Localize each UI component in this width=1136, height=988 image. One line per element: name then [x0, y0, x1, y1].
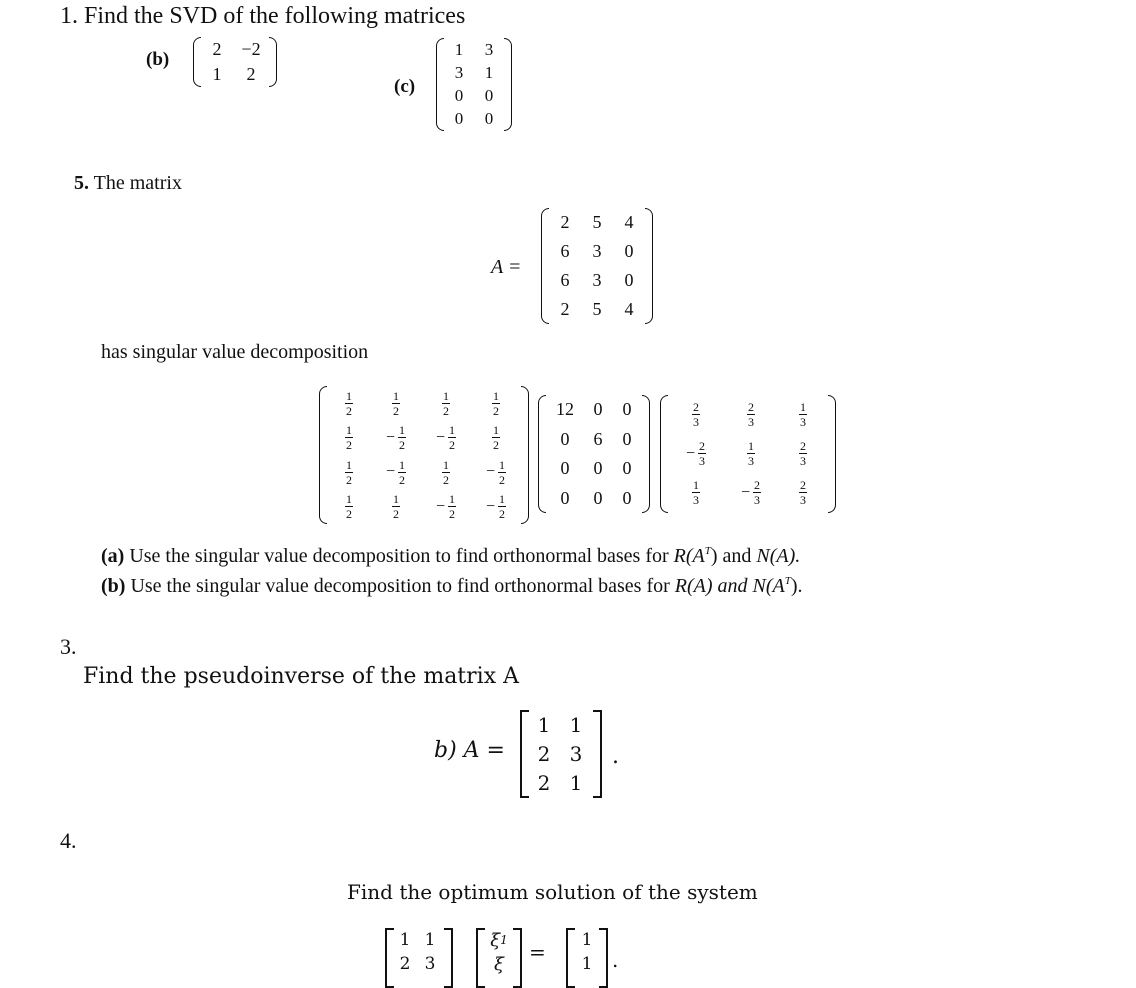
q1c-cell-3-1: 0 — [484, 108, 494, 128]
q5-part-b-range: R(A) and — [674, 575, 753, 597]
q5v-cell-2-2: $\frac{2}{3}$ — [800, 478, 806, 507]
q5s-cell-1-2: 0 — [622, 428, 632, 449]
q1c-cell-3-0: 0 — [454, 108, 464, 128]
q5a-cell-2-2: 0 — [624, 270, 634, 290]
q5-intro: The matrix — [93, 172, 182, 194]
q5v-cell-0-0: $\frac{2}{3}$ — [693, 400, 699, 429]
q3-cell-1-0: 2 — [537, 741, 551, 766]
q5-part-a-range: R(A — [673, 545, 705, 567]
q3-cell-0-0: 1 — [537, 712, 551, 737]
q4-text: Find the optimum solution of the system — [347, 880, 758, 904]
q1c-cell-2-1: 0 — [484, 85, 494, 105]
q5a-cell-1-2: 0 — [624, 241, 634, 261]
q3-text: Find the pseudoinverse of the matrix A — [83, 664, 519, 689]
q3-cell-2-1: 1 — [569, 770, 583, 795]
q1-title: 1. Find the SVD of the following matrices — [60, 3, 466, 29]
q5-part-a-and: ) and — [710, 545, 757, 567]
q1-matrix-c — [436, 38, 512, 131]
q4-xi-2: ξ — [494, 953, 504, 975]
q5u-cell-0-1: $\frac{1}{2}$ — [393, 388, 399, 418]
q5u-cell-1-2: − $\frac{1}{2}$ — [435, 423, 456, 453]
q5v-cell-1-0: − $\frac{2}{3}$ — [685, 439, 706, 468]
q5s-cell-1-0: 0 — [560, 428, 570, 449]
q5a-cell-1-0: 6 — [560, 241, 570, 261]
q5-a-label: A = — [491, 256, 522, 278]
q5-sigma-matrix — [538, 395, 650, 513]
q5s-cell-3-0: 0 — [560, 487, 570, 508]
q5u-cell-2-2: $\frac{1}{2}$ — [443, 457, 449, 487]
q5u-cell-3-1: $\frac{1}{2}$ — [393, 492, 399, 522]
q5s-cell-2-1: 0 — [593, 458, 603, 479]
q5u-cell-1-3: $\frac{1}{2}$ — [493, 423, 499, 453]
q1-matrix-b — [193, 37, 277, 87]
q5-part-a-label: (a) — [101, 545, 125, 567]
q1c-cell-1-1: 1 — [484, 62, 494, 82]
q1-part-b-label: (b) — [146, 49, 170, 70]
q4-number: 4. — [60, 828, 77, 853]
q1c-cell-0-1: 3 — [484, 39, 494, 59]
q4r-cell-1-0: 1 — [581, 954, 593, 974]
q1b-cell-1-1: 2 — [246, 64, 256, 84]
q3-period: . — [612, 744, 619, 769]
q5-part-b-transpose: T — [784, 575, 791, 587]
q4l-cell-0-0: 1 — [399, 930, 411, 950]
q5-part-a — [101, 545, 800, 568]
q4-xi-1: ξ 1 — [490, 929, 508, 951]
q5-svd-intro: has singular value decomposition — [101, 341, 369, 363]
q5u-cell-3-0: $\frac{1}{2}$ — [346, 492, 352, 522]
q3-cell-0-1: 1 — [569, 712, 583, 737]
q5a-cell-3-0: 2 — [560, 299, 570, 319]
q5-part-a-null: N(A). — [756, 545, 801, 567]
q4l-cell-0-1: 1 — [424, 930, 436, 950]
q5s-cell-3-1: 0 — [593, 487, 603, 508]
q5v-cell-0-2: $\frac{1}{3}$ — [800, 400, 806, 429]
q4l-cell-1-0: 2 — [399, 954, 411, 974]
q1c-cell-2-0: 0 — [454, 85, 464, 105]
q3-matrix — [520, 710, 602, 798]
q5v-cell-2-1: − $\frac{2}{3}$ — [740, 478, 761, 507]
q5a-cell-1-1: 3 — [592, 241, 602, 261]
q5-heading — [74, 172, 182, 195]
q5s-cell-2-0: 0 — [560, 458, 570, 479]
q3-part-label: b) A = — [434, 738, 505, 763]
q5s-cell-1-1: 6 — [593, 428, 603, 449]
q4-matrix-right — [566, 928, 608, 988]
q5a-cell-2-0: 6 — [560, 270, 570, 290]
q5-part-b-end: ). — [790, 575, 803, 597]
q5v-cell-1-2: $\frac{2}{3}$ — [800, 439, 806, 468]
q1b-cell-0-0: 2 — [212, 39, 222, 59]
q4-vector-xi — [476, 928, 522, 988]
q5a-cell-0-1: 5 — [592, 212, 602, 232]
q5s-cell-0-1: 0 — [593, 399, 603, 420]
q5-label: 5. — [74, 172, 89, 194]
q5-part-b-null: N(A — [752, 575, 785, 597]
q5u-cell-1-1: − $\frac{1}{2}$ — [385, 423, 406, 453]
q5u-cell-3-3: − $\frac{1}{2}$ — [485, 492, 506, 522]
q4r-cell-0-0: 1 — [581, 930, 593, 950]
q5u-cell-2-1: − $\frac{1}{2}$ — [385, 457, 406, 487]
q5v-cell-1-1: $\frac{1}{3}$ — [748, 439, 754, 468]
q5-u-matrix — [319, 386, 529, 524]
q5u-cell-2-3: − $\frac{1}{2}$ — [485, 457, 506, 487]
q5s-cell-0-2: 0 — [622, 399, 632, 420]
q3-cell-2-0: 2 — [537, 770, 551, 795]
q5u-cell-3-2: − $\frac{1}{2}$ — [435, 492, 456, 522]
q5-part-a-transpose: T — [704, 545, 711, 557]
q3-number: 3. — [60, 634, 77, 659]
q5u-cell-0-2: $\frac{1}{2}$ — [443, 388, 449, 418]
q3-cell-1-1: 3 — [569, 741, 583, 766]
q5a-cell-2-1: 3 — [592, 270, 602, 290]
q5a-cell-0-0: 2 — [560, 212, 570, 232]
q5v-cell-2-0: $\frac{1}{3}$ — [693, 478, 699, 507]
q5a-cell-3-2: 4 — [624, 299, 634, 319]
q5-vt-matrix — [660, 395, 836, 513]
q1-part-c-label: (c) — [394, 76, 416, 97]
q5-part-b — [101, 575, 803, 598]
q5a-cell-0-2: 4 — [624, 212, 634, 232]
q1b-cell-1-0: 1 — [212, 64, 222, 84]
q1c-cell-1-0: 3 — [454, 62, 464, 82]
q1c-cell-0-0: 1 — [454, 39, 464, 59]
q5a-cell-3-1: 5 — [592, 299, 602, 319]
q5u-cell-2-0: $\frac{1}{2}$ — [346, 457, 352, 487]
q5u-cell-1-0: $\frac{1}{2}$ — [346, 423, 352, 453]
q4-matrix-left — [385, 928, 453, 988]
q4-period: . — [612, 948, 619, 972]
q5-part-b-label: (b) — [101, 575, 126, 597]
q5-part-b-text: Use the singular value decomposition to find orthonormal bases for — [130, 575, 670, 597]
q5-matrix-a — [541, 208, 653, 324]
q4-equals: = — [529, 940, 546, 964]
q5-part-a-text: Use the singular value decomposition to find orthonormal bases for — [129, 545, 669, 567]
q5u-cell-0-3: $\frac{1}{2}$ — [493, 388, 499, 418]
q5v-cell-0-1: $\frac{2}{3}$ — [748, 400, 754, 429]
q5s-cell-0-0: 12 — [556, 399, 574, 420]
q5s-cell-2-2: 0 — [622, 458, 632, 479]
q5s-cell-3-2: 0 — [622, 487, 632, 508]
q1b-cell-0-1: −2 — [241, 39, 261, 59]
q5u-cell-0-0: $\frac{1}{2}$ — [346, 388, 352, 418]
q4l-cell-1-1: 3 — [424, 954, 436, 974]
